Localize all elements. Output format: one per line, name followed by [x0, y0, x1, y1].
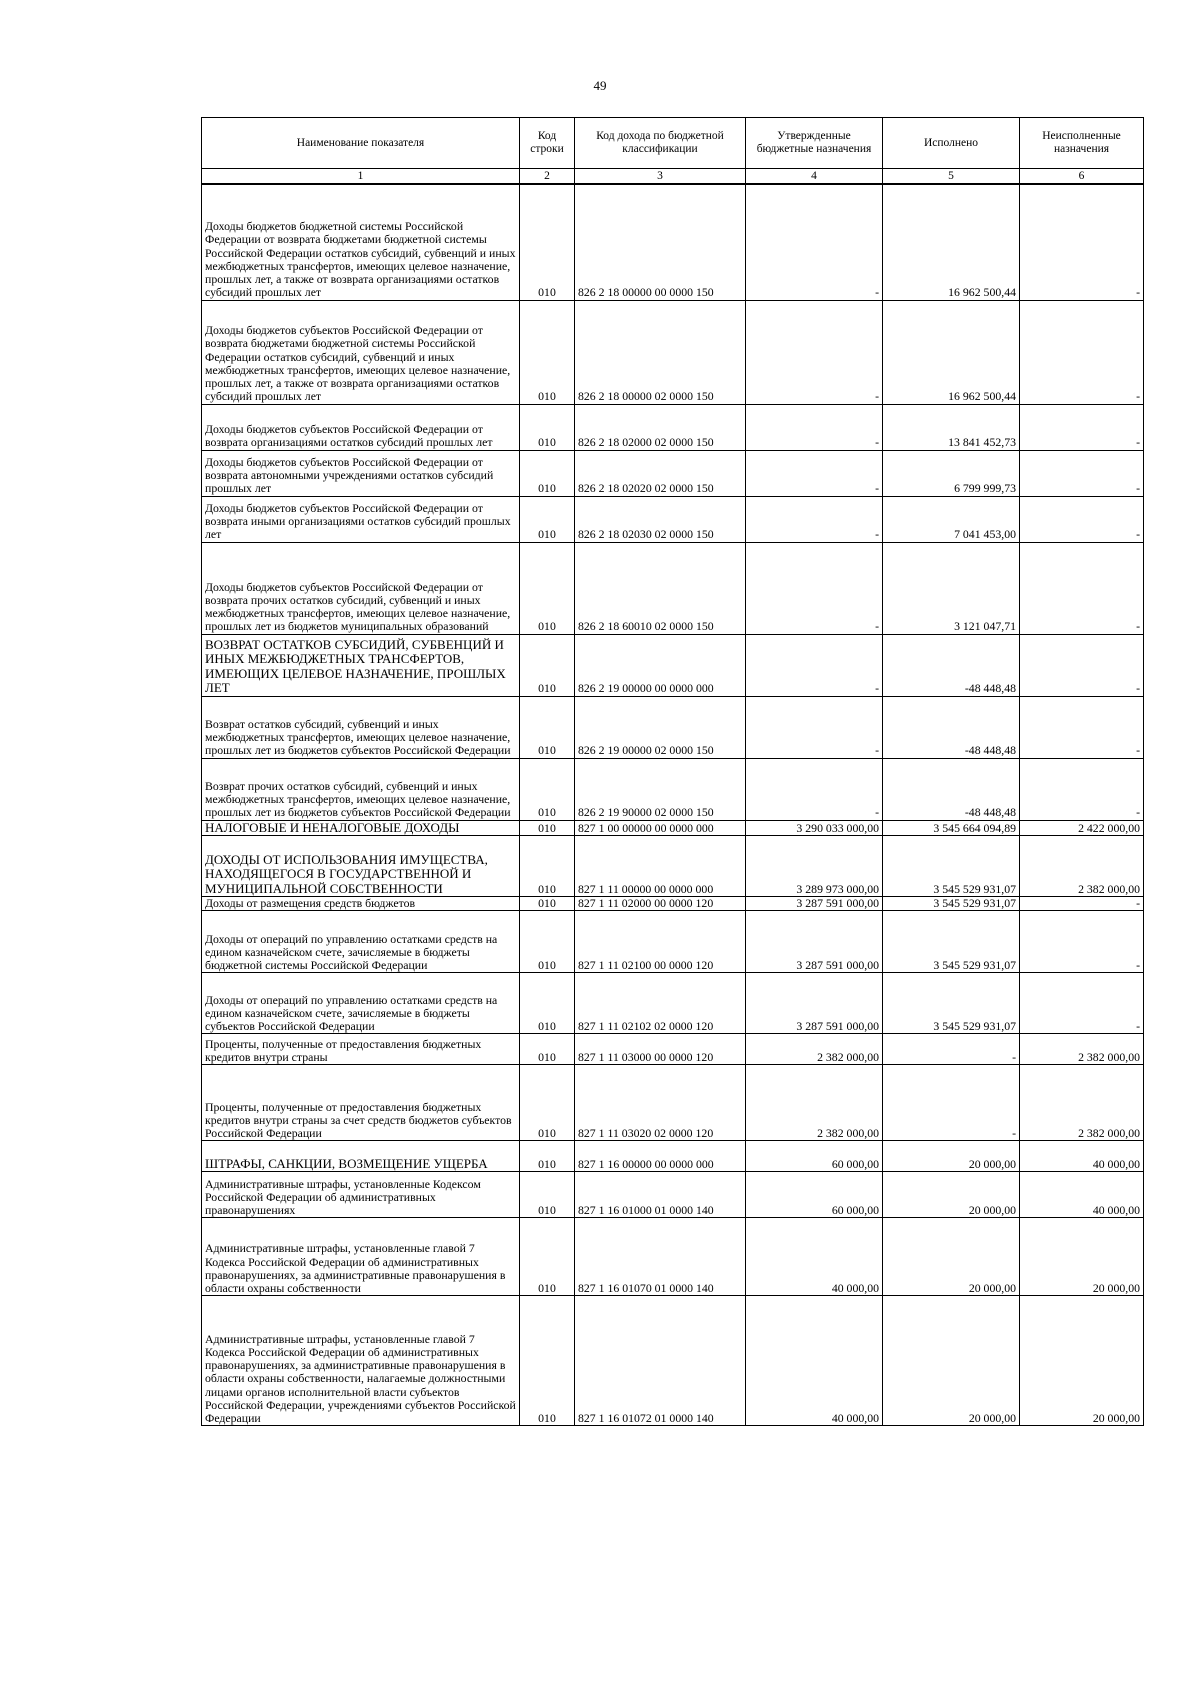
- indicator-name-cell: ДОХОДЫ ОТ ИСПОЛЬЗОВАНИЯ ИМУЩЕСТВА, НАХОДЯЩЕГОСЯ В ГОСУДАРСТВЕННОЙ И МУНИЦИПАЛЬНОЙ СОБСТВЕННОСТИ: [202, 836, 520, 897]
- approved-amount-cell: -: [746, 758, 883, 820]
- unexecuted-amount-cell: -: [1020, 450, 1144, 496]
- income-code-cell: 826 2 19 90000 02 0000 150: [575, 758, 746, 820]
- table-row: [202, 758, 1144, 820]
- approved-amount-cell: 60 000,00: [746, 1172, 883, 1218]
- approved-amount-cell: -: [746, 496, 883, 542]
- income-code-cell: 826 2 18 60010 02 0000 150: [575, 542, 746, 634]
- line-code-cell: 010: [520, 1065, 575, 1141]
- approved-amount-cell: -: [746, 542, 883, 634]
- approved-amount-cell: 2 382 000,00: [746, 1065, 883, 1141]
- income-code-cell: 827 1 11 02100 00 0000 120: [575, 911, 746, 973]
- unexecuted-amount-cell: -: [1020, 911, 1144, 973]
- executed-amount-cell: 16 962 500,44: [883, 184, 1020, 300]
- unexecuted-amount-cell: -: [1020, 897, 1144, 911]
- column-numbers-row: [202, 169, 1144, 185]
- indicator-name-cell: Проценты, полученные от предоставления бюджетных кредитов внутри страны за счет средств бюджетов субъектов Российской Федерации: [202, 1065, 520, 1141]
- table-row: [202, 836, 1144, 897]
- approved-amount-cell: 3 289 973 000,00: [746, 836, 883, 897]
- line-code-cell: 010: [520, 300, 575, 404]
- executed-amount-cell: 20 000,00: [883, 1141, 1020, 1172]
- table-row: [202, 820, 1144, 836]
- indicator-name-cell: Доходы бюджетов субъектов Российской Федерации от возврата бюджетами бюджетной системы Российской Федерации остатков субсидий, субвенций и иных межбюджетных трансфертов, имеющих целевое назначение, прошлых лет, а также от возврата организациями остатков субсидий прошлых лет: [202, 300, 520, 404]
- header-indicator-name: Наименование показателя: [202, 118, 520, 169]
- column-number: 3: [575, 169, 746, 185]
- approved-amount-cell: 3 287 591 000,00: [746, 897, 883, 911]
- approved-amount-cell: -: [746, 634, 883, 696]
- executed-amount-cell: 6 799 999,73: [883, 450, 1020, 496]
- executed-amount-cell: 3 545 529 931,07: [883, 973, 1020, 1034]
- line-code-cell: 010: [520, 696, 575, 758]
- indicator-name-cell: ВОЗВРАТ ОСТАТКОВ СУБСИДИЙ, СУБВЕНЦИЙ И ИНЫХ МЕЖБЮДЖЕТНЫХ ТРАНСФЕРТОВ, ИМЕЮЩИХ ЦЕЛЕВОЕ НАЗНАЧЕНИЕ, ПРОШЛЫХ ЛЕТ: [202, 634, 520, 696]
- line-code-cell: 010: [520, 634, 575, 696]
- indicator-name-cell: Административные штрафы, установленные Кодексом Российской Федерации об административных правонарушениях: [202, 1172, 520, 1218]
- unexecuted-amount-cell: 40 000,00: [1020, 1172, 1144, 1218]
- indicator-name-cell: Доходы от операций по управлению остатками средств на едином казначейском счете, зачисляемые в бюджеты бюджетной системы Российской Федерации: [202, 911, 520, 973]
- table-row: [202, 1296, 1144, 1426]
- approved-amount-cell: 40 000,00: [746, 1218, 883, 1296]
- approved-amount-cell: -: [746, 184, 883, 300]
- approved-amount-cell: 3 290 033 000,00: [746, 820, 883, 836]
- indicator-name-cell: Доходы бюджетов субъектов Российской Федерации от возврата автономными учреждениями остатков субсидий прошлых лет: [202, 450, 520, 496]
- unexecuted-amount-cell: 2 382 000,00: [1020, 1065, 1144, 1141]
- unexecuted-amount-cell: -: [1020, 973, 1144, 1034]
- table-row: [202, 300, 1144, 404]
- income-code-cell: 826 2 19 00000 00 0000 000: [575, 634, 746, 696]
- table-row: [202, 404, 1144, 450]
- table-row: [202, 897, 1144, 911]
- indicator-name-cell: Административные штрафы, установленные главой 7 Кодекса Российской Федерации об административных правонарушениях, за административные правонарушения в области охраны собственности: [202, 1218, 520, 1296]
- indicator-name-cell: ШТРАФЫ, САНКЦИИ, ВОЗМЕЩЕНИЕ УЩЕРБА: [202, 1141, 520, 1172]
- line-code-cell: 010: [520, 542, 575, 634]
- income-code-cell: 827 1 16 00000 00 0000 000: [575, 1141, 746, 1172]
- indicator-name-cell: Доходы бюджетов субъектов Российской Федерации от возврата иными организациями остатков субсидий прошлых лет: [202, 496, 520, 542]
- indicator-name-cell: Доходы от размещения средств бюджетов: [202, 897, 520, 911]
- line-code-cell: 010: [520, 911, 575, 973]
- line-code-cell: 010: [520, 1034, 575, 1065]
- income-code-cell: 827 1 11 03020 02 0000 120: [575, 1065, 746, 1141]
- income-code-cell: 827 1 11 03000 00 0000 120: [575, 1034, 746, 1065]
- line-code-cell: 010: [520, 184, 575, 300]
- unexecuted-amount-cell: 2 382 000,00: [1020, 1034, 1144, 1065]
- line-code-cell: 010: [520, 758, 575, 820]
- column-number: 4: [746, 169, 883, 185]
- income-code-cell: 826 2 18 00000 02 0000 150: [575, 300, 746, 404]
- executed-amount-cell: 7 041 453,00: [883, 496, 1020, 542]
- approved-amount-cell: 3 287 591 000,00: [746, 973, 883, 1034]
- unexecuted-amount-cell: -: [1020, 496, 1144, 542]
- table-body: [202, 184, 1144, 1426]
- unexecuted-amount-cell: -: [1020, 542, 1144, 634]
- line-code-cell: 010: [520, 973, 575, 1034]
- header-income-code: Код дохода по бюджетной классификации: [575, 118, 746, 169]
- unexecuted-amount-cell: 2 422 000,00: [1020, 820, 1144, 836]
- income-code-cell: 827 1 11 02102 02 0000 120: [575, 973, 746, 1034]
- unexecuted-amount-cell: 2 382 000,00: [1020, 836, 1144, 897]
- executed-amount-cell: 20 000,00: [883, 1218, 1020, 1296]
- executed-amount-cell: 20 000,00: [883, 1296, 1020, 1426]
- income-code-cell: 827 1 16 01072 01 0000 140: [575, 1296, 746, 1426]
- executed-amount-cell: -: [883, 1034, 1020, 1065]
- approved-amount-cell: -: [746, 404, 883, 450]
- unexecuted-amount-cell: 40 000,00: [1020, 1141, 1144, 1172]
- approved-amount-cell: 3 287 591 000,00: [746, 911, 883, 973]
- indicator-name-cell: Административные штрафы, установленные главой 7 Кодекса Российской Федерации об административных правонарушениях, за административные правонарушения в области охраны собственности, налагаемые должностными лицами органов исполнительной власти субъектов Российской Федерации, учреждениями субъектов Российской Федерации: [202, 1296, 520, 1426]
- executed-amount-cell: 3 545 529 931,07: [883, 836, 1020, 897]
- table-row: [202, 634, 1144, 696]
- income-code-cell: 827 1 16 01070 01 0000 140: [575, 1218, 746, 1296]
- line-code-cell: 010: [520, 1296, 575, 1426]
- indicator-name-cell: Доходы бюджетов субъектов Российской Федерации от возврата прочих остатков субсидий, субвенций и иных межбюджетных трансфертов, имеющих целевое назначение, прошлых лет из бюджетов муниципальных образований: [202, 542, 520, 634]
- table-row: [202, 911, 1144, 973]
- income-code-cell: 826 2 18 02020 02 0000 150: [575, 450, 746, 496]
- unexecuted-amount-cell: -: [1020, 696, 1144, 758]
- page-number: 49: [593, 78, 607, 93]
- income-code-cell: 826 2 18 02000 02 0000 150: [575, 404, 746, 450]
- line-code-cell: 010: [520, 897, 575, 911]
- header-unexecuted: Неисполненные назначения: [1020, 118, 1144, 169]
- approved-amount-cell: 40 000,00: [746, 1296, 883, 1426]
- table-row: [202, 496, 1144, 542]
- line-code-cell: 010: [520, 450, 575, 496]
- line-code-cell: 010: [520, 1141, 575, 1172]
- unexecuted-amount-cell: 20 000,00: [1020, 1218, 1144, 1296]
- executed-amount-cell: 3 545 664 094,89: [883, 820, 1020, 836]
- line-code-cell: 010: [520, 820, 575, 836]
- unexecuted-amount-cell: -: [1020, 184, 1144, 300]
- executed-amount-cell: 13 841 452,73: [883, 404, 1020, 450]
- indicator-name-cell: Доходы бюджетов бюджетной системы Российской Федерации от возврата бюджетами бюджетной системы Российской Федерации остатков субсидий, субвенций и иных межбюджетных трансфертов, имеющих целевое назначение, прошлых лет, а также от возврата организациями остатков субсидий прошлых лет: [202, 184, 520, 300]
- approved-amount-cell: -: [746, 450, 883, 496]
- income-code-cell: 826 2 18 02030 02 0000 150: [575, 496, 746, 542]
- unexecuted-amount-cell: -: [1020, 634, 1144, 696]
- unexecuted-amount-cell: 20 000,00: [1020, 1296, 1144, 1426]
- table-row: [202, 973, 1144, 1034]
- indicator-name-cell: Доходы бюджетов субъектов Российской Федерации от возврата организациями остатков субсидий прошлых лет: [202, 404, 520, 450]
- income-code-cell: 826 2 19 00000 02 0000 150: [575, 696, 746, 758]
- column-number: 6: [1020, 169, 1144, 185]
- table-row: [202, 696, 1144, 758]
- income-code-cell: 827 1 11 02000 00 0000 120: [575, 897, 746, 911]
- column-number: 1: [202, 169, 520, 185]
- income-code-cell: 827 1 16 01000 01 0000 140: [575, 1172, 746, 1218]
- header-approved: Утвержденные бюджетные назначения: [746, 118, 883, 169]
- line-code-cell: 010: [520, 836, 575, 897]
- table-row: [202, 1172, 1144, 1218]
- executed-amount-cell: 3 545 529 931,07: [883, 897, 1020, 911]
- header-line-code: Код строки: [520, 118, 575, 169]
- table-row: [202, 1065, 1144, 1141]
- line-code-cell: 010: [520, 1172, 575, 1218]
- executed-amount-cell: -: [883, 1065, 1020, 1141]
- budget-revenue-table: [201, 117, 1144, 1426]
- table-row: [202, 450, 1144, 496]
- column-number: 2: [520, 169, 575, 185]
- unexecuted-amount-cell: -: [1020, 300, 1144, 404]
- executed-amount-cell: 20 000,00: [883, 1172, 1020, 1218]
- indicator-name-cell: НАЛОГОВЫЕ И НЕНАЛОГОВЫЕ ДОХОДЫ: [202, 820, 520, 836]
- unexecuted-amount-cell: -: [1020, 758, 1144, 820]
- income-code-cell: 827 1 11 00000 00 0000 000: [575, 836, 746, 897]
- executed-amount-cell: -48 448,48: [883, 696, 1020, 758]
- approved-amount-cell: 60 000,00: [746, 1141, 883, 1172]
- indicator-name-cell: Возврат остатков субсидий, субвенций и иных межбюджетных трансфертов, имеющих целевое назначение, прошлых лет из бюджетов субъектов Российской Федерации: [202, 696, 520, 758]
- executed-amount-cell: 16 962 500,44: [883, 300, 1020, 404]
- table-row: [202, 184, 1144, 300]
- column-number: 5: [883, 169, 1020, 185]
- table-row: [202, 542, 1144, 634]
- unexecuted-amount-cell: -: [1020, 404, 1144, 450]
- table-row: [202, 1218, 1144, 1296]
- line-code-cell: 010: [520, 496, 575, 542]
- executed-amount-cell: 3 545 529 931,07: [883, 911, 1020, 973]
- header-executed: Исполнено: [883, 118, 1020, 169]
- income-code-cell: 826 2 18 00000 00 0000 150: [575, 184, 746, 300]
- indicator-name-cell: Возврат прочих остатков субсидий, субвенций и иных межбюджетных трансфертов, имеющих целевое назначение, прошлых лет из бюджетов субъектов Российской Федерации: [202, 758, 520, 820]
- approved-amount-cell: -: [746, 300, 883, 404]
- indicator-name-cell: Проценты, полученные от предоставления бюджетных кредитов внутри страны: [202, 1034, 520, 1065]
- approved-amount-cell: 2 382 000,00: [746, 1034, 883, 1065]
- executed-amount-cell: -48 448,48: [883, 634, 1020, 696]
- table-row: [202, 1141, 1144, 1172]
- table-row: [202, 1034, 1144, 1065]
- income-code-cell: 827 1 00 00000 00 0000 000: [575, 820, 746, 836]
- approved-amount-cell: -: [746, 696, 883, 758]
- executed-amount-cell: 3 121 047,71: [883, 542, 1020, 634]
- line-code-cell: 010: [520, 1218, 575, 1296]
- table-header: [202, 118, 1144, 185]
- executed-amount-cell: -48 448,48: [883, 758, 1020, 820]
- line-code-cell: 010: [520, 404, 575, 450]
- indicator-name-cell: Доходы от операций по управлению остатками средств на едином казначейском счете, зачисляемые в бюджеты субъектов Российской Федерации: [202, 973, 520, 1034]
